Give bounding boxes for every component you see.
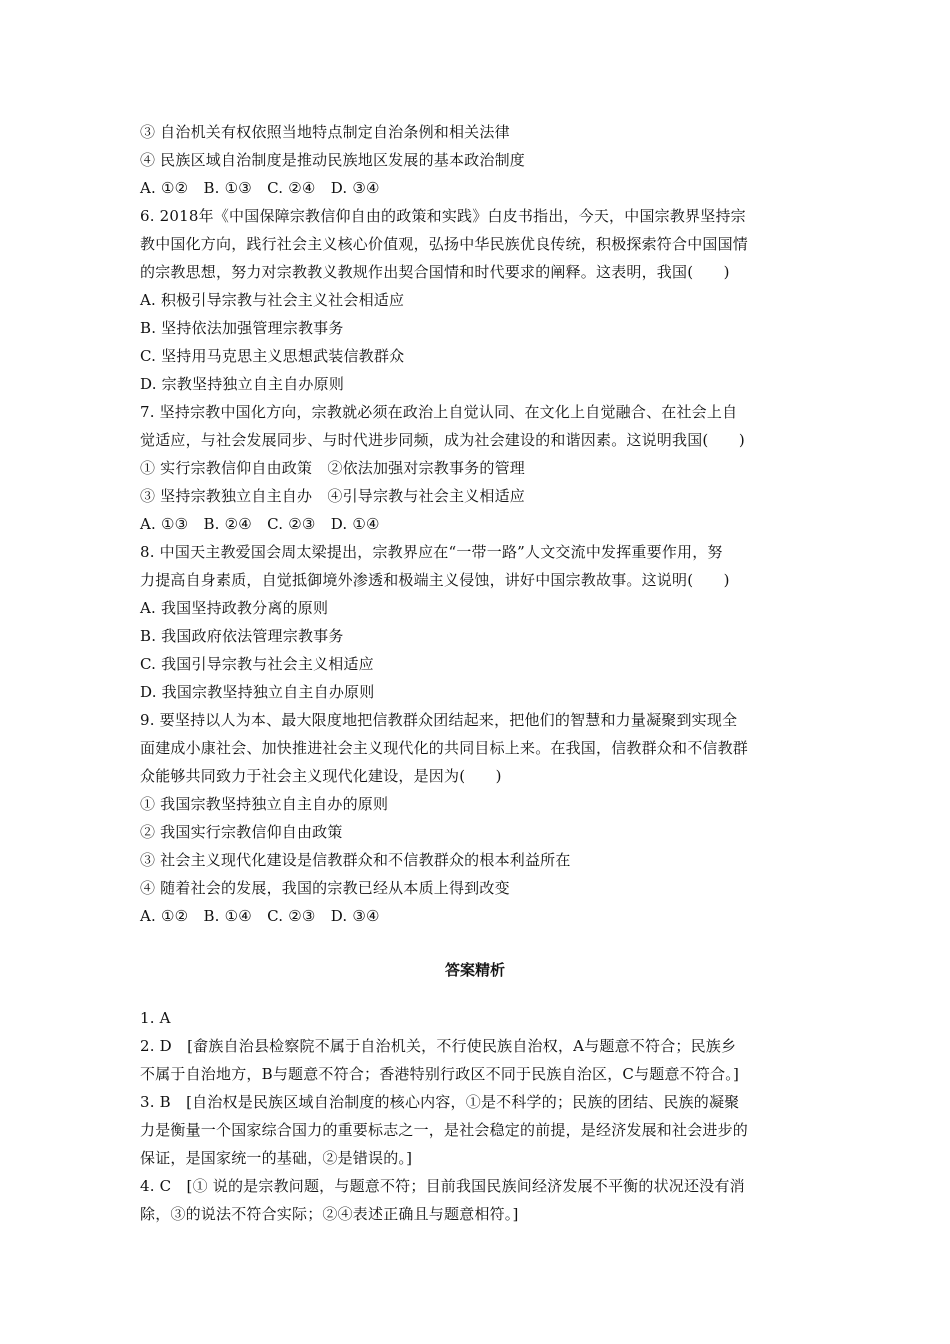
text-line: ① 实行宗教信仰自由政策 ②依法加强对宗教事务的管理: [140, 459, 525, 477]
text-line: 9. 要坚持以人为本、最大限度地把信教群众团结起来，把他们的智慧和力量凝聚到实现全: [140, 711, 738, 729]
text-line: ② 我国实行宗教信仰自由政策: [140, 823, 343, 841]
text-line: ③ 社会主义现代化建设是信教群众和不信教群众的根本利益所在: [140, 851, 571, 869]
text-line: C. 我国引导宗教与社会主义相适应: [140, 655, 374, 673]
answer-line: 不属于自治地方，B与题意不符合；香港特别行政区不同于民族自治区，C与题意不符合。]: [140, 1065, 740, 1083]
text-line: D. 我国宗教坚持独立自主自办原则: [140, 683, 375, 701]
text-line: 觉适应，与社会发展同步、与时代进步同频，成为社会建设的和谐因素。这说明我国( ): [140, 431, 745, 449]
text-line: A. 我国坚持政教分离的原则: [140, 599, 329, 617]
text-line: 的宗教思想，努力对宗教教义教规作出契合国情和时代要求的阐释。这表明，我国( ): [140, 263, 730, 281]
text-line: ① 我国宗教坚持独立自主自办的原则: [140, 795, 389, 813]
text-line: 6. 2018年《中国保障宗教信仰自由的政策和实践》白皮书指出，今天，中国宗教界坚持宗: [140, 207, 746, 225]
text-line: 7. 坚持宗教中国化方向，宗教就必须在政治上自觉认同、在文化上自觉融合、在社会上自: [140, 403, 738, 421]
answer-line: 3. B [自治权是民族区域自治制度的核心内容，①是不科学的；民族的团结、民族的凝聚: [140, 1093, 740, 1111]
text-line: A. 积极引导宗教与社会主义社会相适应: [140, 291, 405, 309]
question-block: [140, 118, 810, 930]
text-line: B. 坚持依法加强管理宗教事务: [140, 319, 344, 337]
text-line: C. 坚持用马克思主义思想武装信教群众: [140, 347, 405, 365]
text-line: 教中国化方向，践行社会主义核心价值观，弘扬中华民族优良传统，积极探索符合中国国情: [140, 235, 749, 253]
answer-line: 4. C [① 说的是宗教问题，与题意不符；目前我国民族间经济发展不平衡的状况还没有消: [140, 1177, 745, 1195]
text-line: A. ①③ B. ②④ C. ②③ D. ①④: [140, 515, 380, 533]
text-line: ③ 坚持宗教独立自主自办 ④引导宗教与社会主义相适应: [140, 487, 525, 505]
answer-line: 2. D [畲族自治县检察院不属于自治机关，不行使民族自治权，A与题意不符合；民族乡: [140, 1037, 737, 1055]
answer-line: 力是衡量一个国家综合国力的重要标志之一，是社会稳定的前提，是经济发展和社会进步的: [140, 1121, 749, 1139]
answers-block: [140, 1004, 810, 1228]
text-line: 8. 中国天主教爱国会周太梁提出，宗教界应在“一带一路”人文交流中发挥重要作用，努: [140, 543, 723, 561]
text-line: A. ①② B. ①③ C. ②④ D. ③④: [140, 179, 380, 197]
text-line: 面建成小康社会、加快推进社会主义现代化的共同目标上来。在我国，信教群众和不信教群: [140, 739, 749, 757]
text-line: D. 宗教坚持独立自主自办原则: [140, 375, 345, 393]
answer-line: 1. A: [140, 1009, 171, 1027]
text-line: B. 我国政府依法管理宗教事务: [140, 627, 344, 645]
answer-line: 除，③的说法不符合实际；②④表述正确且与题意相符。]: [140, 1205, 519, 1223]
text-line: 力提高自身素质，自觉抵御境外渗透和极端主义侵蚀，讲好中国宗教故事。这说明( ): [140, 571, 730, 589]
text-line: 众能够共同致力于社会主义现代化建设，是因为( ): [140, 767, 502, 785]
document-page: [140, 118, 810, 1228]
answers-title: 答案精析: [444, 961, 505, 979]
text-line: ④ 民族区域自治制度是推动民族地区发展的基本政治制度: [140, 151, 525, 169]
text-line: ④ 随着社会的发展，我国的宗教已经从本质上得到改变: [140, 879, 510, 897]
answer-line: 保证，是国家统一的基础，②是错误的。]: [140, 1149, 413, 1167]
text-line: A. ①② B. ①④ C. ②③ D. ③④: [140, 907, 380, 925]
text-line: ③ 自治机关有权依照当地特点制定自治条例和相关法律: [140, 123, 510, 141]
